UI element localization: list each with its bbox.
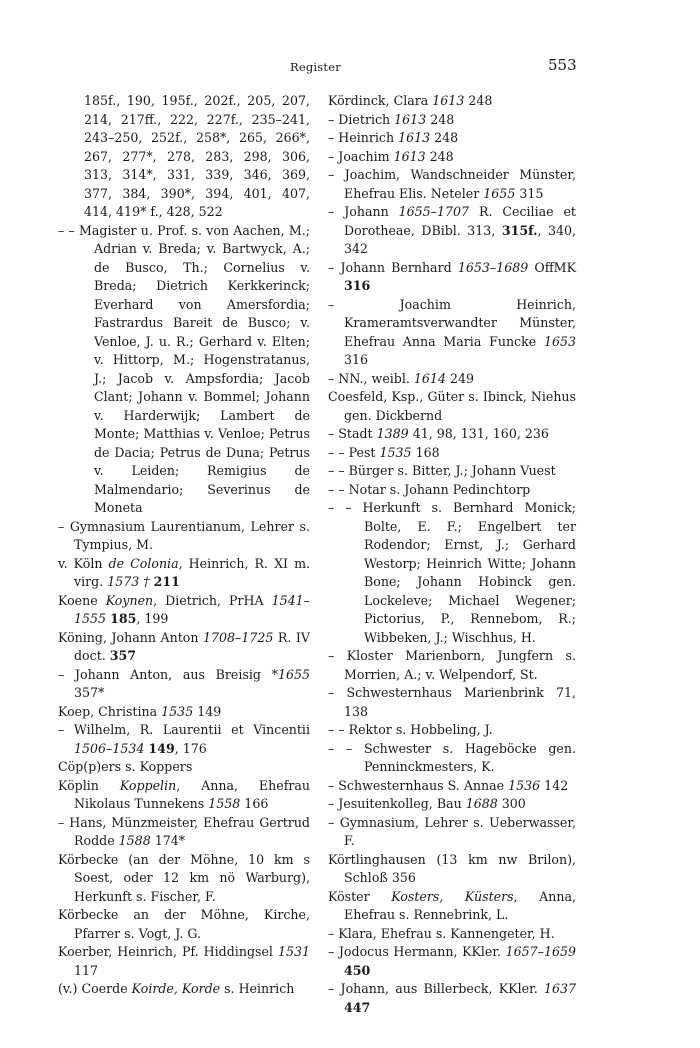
index-entry: Koene Koynen, Dietrich, PrHA 1541–1555 185, 199 [58,592,310,626]
index-entry: – Johann Anton, aus Breisig *1655 357* [58,666,310,700]
index-entry: Körbecke (an der Möhne, 10 km s Soest, oder 12 km nö Warburg), Herkunft s. Fischer, F. [58,851,310,904]
index-entry: – Joachim Heinrich, Krameramtsverwandter Münster, Ehefrau Anna Maria Funcke 1653 316 [328,296,576,367]
index-entry: – Hans, Münzmeister, Ehefrau Gertrud Rodde 1588 174* [58,814,310,848]
index-entry: – Jesuitenkolleg, Bau 1688 300 [328,796,526,811]
index-entry: – – Bürger s. Bitter, J.; Johann Vuest [328,463,556,478]
index-entry: – Gymnasium, Lehrer s. Ueberwasser, F. [328,814,576,848]
index-entry: Köster Kosters, Küsters, Anna, Ehefrau s. Rennebrink, L. [328,888,577,922]
running-head [0,58,700,78]
index-entry: Cöp(p)ers s. Koppers [58,759,193,774]
index-column-left [58,92,310,999]
index-entry: – Heinrich 1613 248 [328,130,459,145]
index-entry: – NN., weibl. 1614 249 [328,370,475,386]
index-entry: – – Schwester s. Hageböcke gen. Penninckmesters, K. [328,740,576,774]
index-entry: 185f., 190, 195f., 202f., 205, 207, 214, 217ff., 222, 227f., 235–241, 243–250, 252f., 258*, 265, 266*, 267, 277*, 278, 283, 298, 306, 313, 314*, 331, 339, 346, 369, 377, 384, 390*, 394, 401, 407, 414, 419* f., 428, 522 [84,93,310,219]
index-entry: – – Magister u. Prof. s. von Aachen, M.; Adrian v. Breda; v. Bartwyck, A.; de Busco, Th.; Cornelius v. Breda; Dietrich Kerkkerinck; Everhard von Amersfordia; Fastrardus Bareit de Busco; v. Venloe, J. u. R.; Gerhard v. Elten; v. Hittorp, M.; Hogenstratanus, J.; Jacob v. Ampsfordia; Jacob Clant; Johann v. Bommel; Johann v. Harderwijk; Lambert de Monte; Matthias v. Venloe; Petrus de Dacia; Petrus de Duna; Petrus v. Leiden; Remigius de Malmendario; Severinus de Moneta [58,222,310,515]
index-entry: – Jodocus Hermann, KKler. 1657–1659 450 [328,944,576,978]
index-entry: – Johann 1655–1707 R. Ceciliae et Dorotheae, DBibl. 313, 315f., 340, 342 [328,204,576,256]
index-entry: – Joachim, Wandschneider Münster, Ehefrau Elis. Neteler 1655 315 [328,167,576,201]
index-entry: – Schwesternhaus Marienbrink 71, 138 [328,685,576,719]
index-column-right [328,92,576,1017]
index-entry: Köplin Koppelin, Anna, Ehefrau Nikolaus Tunnekens 1558 166 [58,777,310,811]
index-entry: – Klara, Ehefrau s. Kannengeter, H. [328,925,555,941]
index-entry: – – Herkunft s. Bernhard Monick; Bolte, E. F.; Engelbert ter Rodendor; Ernst, J.; Gerhard Westorp; Heinrich Witte; Johann Bone; Johann Hobinck gen. Lockeleve; Michael Wegener; Pictorius, P., Rennebom, R.; Wibbeken, J.; Wischhus, H. [328,500,576,645]
index-entry: – Johann Bernhard 1653–1689 OffMK 316 [328,259,576,293]
index-entry: v. Köln de Colonia, Heinrich, R. XI m. virg. 1573 † 211 [58,555,311,589]
index-entry: – Kloster Marienborn, Jungfern s. Morrien, A.; v. Welpendorf, St. [328,648,576,682]
index-entry: Coesfeld, Ksp., Güter s. Ibinck, Niehus gen. Dickbernd [328,389,576,423]
index-entry: – Stadt 1389 41, 98, 131, 160, 236 [328,426,549,441]
index-entry: Kördinck, Clara 1613 248 [328,93,493,108]
index-entry: – Dietrich 1613 248 [328,111,455,127]
index-entry: – – Notar s. Johann Pedinchtorp [328,481,531,497]
page-number: 553 [548,56,577,74]
index-entry: Koep, Christina 1535 149 [58,703,222,719]
index-entry: – – Rektor s. Hobbeling, J. [328,722,493,737]
index-entry: – – Pest 1535 168 [328,444,440,460]
index-entry: (v.) Coerde Koirde, Korde s. Heinrich [58,981,295,996]
index-entry: – Wilhelm, R. Laurentii et Vincentii 1506–1534 149, 176 [58,722,310,756]
index-entry: Köning, Johann Anton 1708–1725 R. IV doct. 357 [58,629,310,663]
index-entry: Körbecke an der Möhne, Kirche, Pfarrer s. Vogt, J. G. [58,907,310,941]
index-entry: Körtlinghausen (13 km nw Brilon), Schloß 356 [328,851,576,885]
index-entry: Koerber, Heinrich, Pf. Hiddingsel 1531 117 [58,944,310,978]
index-entry: – Gymnasium Laurentianum, Lehrer s. Tympius, M. [58,518,310,552]
running-head-title: Register [290,60,341,74]
index-entry: – Johann, aus Billerbeck, KKler. 1637 447 [328,981,576,1015]
index-entry: – Schwesternhaus S. Annae 1536 142 [328,777,569,793]
index-entry: – Joachim 1613 248 [328,148,454,164]
